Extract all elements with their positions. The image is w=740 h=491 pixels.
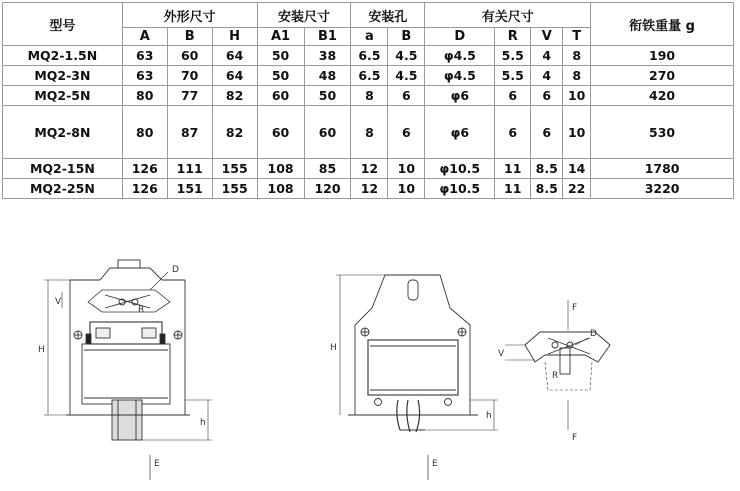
value-cell: 64 — [212, 46, 257, 66]
label-D-front: D — [172, 265, 179, 275]
spec-table — [2, 2, 734, 199]
model-cell: MQ2-15N — [3, 159, 123, 179]
value-cell: 85 — [304, 159, 351, 179]
drawing-armature-detail — [505, 300, 610, 430]
label-H-side: H — [330, 343, 337, 353]
value-cell: 82 — [212, 86, 257, 106]
value-cell: 6 — [388, 86, 425, 106]
label-E-front: E — [154, 459, 160, 469]
value-cell: 111 — [167, 159, 212, 179]
label-F-bottom: F — [572, 433, 578, 443]
subheader-H: H — [212, 28, 257, 46]
value-cell: 12 — [351, 179, 388, 199]
value-cell: 82 — [212, 106, 257, 159]
subheader-A: A — [122, 28, 167, 46]
value-cell: 10 — [388, 159, 425, 179]
value-cell: 190 — [591, 46, 734, 66]
value-cell: φ10.5 — [425, 159, 495, 179]
label-V-detail: V — [498, 349, 505, 359]
value-cell: 80 — [122, 106, 167, 159]
subheader-A1: A1 — [257, 28, 304, 46]
subheader-B1: B1 — [304, 28, 351, 46]
value-cell: φ6 — [425, 86, 495, 106]
value-cell: 120 — [304, 179, 351, 199]
subheader-a: a — [351, 28, 388, 46]
value-cell: 6 — [531, 106, 563, 159]
value-cell: 12 — [351, 159, 388, 179]
label-E-side: E — [432, 459, 438, 469]
value-cell: 60 — [257, 86, 304, 106]
value-cell: 6.5 — [351, 66, 388, 86]
table-row — [3, 106, 734, 159]
label-D-detail: D — [590, 329, 597, 339]
label-R-detail: R — [552, 371, 559, 381]
subheader-B: B — [167, 28, 212, 46]
value-cell: 108 — [257, 159, 304, 179]
value-cell: 420 — [591, 86, 734, 106]
value-cell: 50 — [304, 86, 351, 106]
header-mount-dimensions: 安装尺寸 — [257, 3, 351, 28]
header-armature-weight: 衔铁重量 g — [591, 3, 734, 46]
table-row — [3, 66, 734, 86]
value-cell: 108 — [257, 179, 304, 199]
value-cell: φ4.5 — [425, 66, 495, 86]
table-row — [3, 179, 734, 199]
model-cell: MQ2-8N — [3, 106, 123, 159]
value-cell: 80 — [122, 86, 167, 106]
label-R-front: R — [138, 305, 145, 315]
header-mount-hole: 安装孔 — [351, 3, 425, 28]
drawing-side-view — [336, 275, 498, 480]
header-model: 型号 — [3, 3, 123, 46]
label-H-front: H — [38, 345, 45, 355]
value-cell: 14 — [563, 159, 591, 179]
value-cell: 70 — [167, 66, 212, 86]
value-cell: φ4.5 — [425, 46, 495, 66]
subheader-T: T — [563, 28, 591, 46]
value-cell: 3220 — [591, 179, 734, 199]
subheader-D: D — [425, 28, 495, 46]
value-cell: 151 — [167, 179, 212, 199]
value-cell: 60 — [304, 106, 351, 159]
value-cell: 6 — [531, 86, 563, 106]
drawing-front-view — [44, 260, 212, 480]
value-cell: 1780 — [591, 159, 734, 179]
value-cell: 6 — [495, 86, 531, 106]
value-cell: 5.5 — [495, 46, 531, 66]
value-cell: 6 — [388, 106, 425, 159]
value-cell: 50 — [257, 66, 304, 86]
value-cell: 155 — [212, 159, 257, 179]
value-cell: 4.5 — [388, 46, 425, 66]
value-cell: 4 — [531, 46, 563, 66]
model-cell: MQ2-3N — [3, 66, 123, 86]
value-cell: 530 — [591, 106, 734, 159]
value-cell: 87 — [167, 106, 212, 159]
subheader-V: V — [531, 28, 563, 46]
value-cell: 270 — [591, 66, 734, 86]
value-cell: 38 — [304, 46, 351, 66]
value-cell: 126 — [122, 159, 167, 179]
value-cell: 11 — [495, 159, 531, 179]
value-cell: 60 — [167, 46, 212, 66]
value-cell: 6.5 — [351, 46, 388, 66]
table-row — [3, 86, 734, 106]
value-cell: 11 — [495, 179, 531, 199]
model-cell: MQ2-1.5N — [3, 46, 123, 66]
value-cell: 22 — [563, 179, 591, 199]
value-cell: 4 — [531, 66, 563, 86]
label-V-front: V — [55, 297, 62, 307]
model-cell: MQ2-5N — [3, 86, 123, 106]
value-cell: 10 — [563, 86, 591, 106]
value-cell: 8.5 — [531, 179, 563, 199]
value-cell: 8 — [351, 86, 388, 106]
header-related-dimensions: 有关尺寸 — [425, 3, 591, 28]
value-cell: 126 — [122, 179, 167, 199]
label-F-top: F — [572, 303, 578, 313]
value-cell: 60 — [257, 106, 304, 159]
value-cell: φ6 — [425, 106, 495, 159]
value-cell: 10 — [563, 106, 591, 159]
value-cell: 5.5 — [495, 66, 531, 86]
value-cell: 8 — [351, 106, 388, 159]
model-cell: MQ2-25N — [3, 179, 123, 199]
value-cell: 50 — [257, 46, 304, 66]
value-cell: 8.5 — [531, 159, 563, 179]
value-cell: 10 — [388, 179, 425, 199]
value-cell: 63 — [122, 66, 167, 86]
subheader-R: R — [495, 28, 531, 46]
header-outer-dimensions: 外形尺寸 — [122, 3, 257, 28]
value-cell: 64 — [212, 66, 257, 86]
table-row — [3, 46, 734, 66]
value-cell: 8 — [563, 46, 591, 66]
value-cell: φ10.5 — [425, 179, 495, 199]
value-cell: 63 — [122, 46, 167, 66]
value-cell: 77 — [167, 86, 212, 106]
label-h-front: h — [200, 418, 206, 428]
label-h-side: h — [486, 411, 492, 421]
subheader-hole-B: B — [388, 28, 425, 46]
table-row — [3, 159, 734, 179]
value-cell: 4.5 — [388, 66, 425, 86]
value-cell: 6 — [495, 106, 531, 159]
value-cell: 8 — [563, 66, 591, 86]
technical-drawings — [0, 250, 740, 491]
value-cell: 155 — [212, 179, 257, 199]
value-cell: 48 — [304, 66, 351, 86]
